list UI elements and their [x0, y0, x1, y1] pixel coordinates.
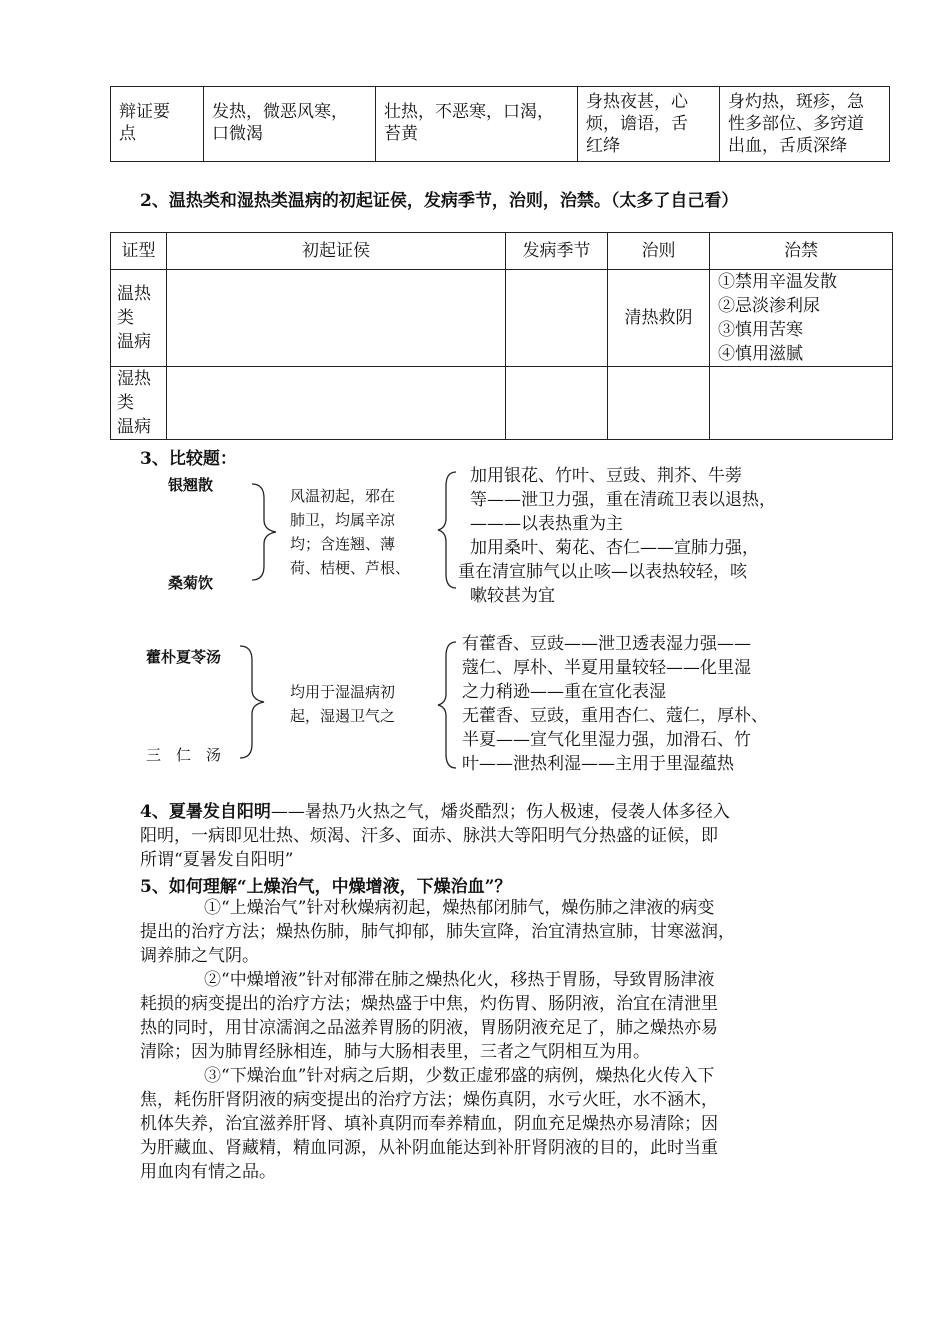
brace-icon	[250, 482, 280, 582]
text-line: 均；含连翘、薄	[290, 535, 396, 553]
formula-name: 桑菊饮	[168, 574, 214, 592]
table-cell: 辩证要 点	[111, 87, 204, 162]
text-line: 所谓“夏暑发自阳明”	[140, 850, 294, 870]
section-3-heading: 3、比较题：	[140, 449, 237, 469]
text-line: ③“下燥治血”针对病之后期，少数正虚邪盛的病例，燥热化火传入下	[204, 1066, 715, 1086]
text-line: 肺卫，均属辛凉	[290, 511, 396, 529]
header-cell: 治则	[608, 233, 710, 270]
prohibitions-cell	[710, 367, 893, 440]
section-4	[140, 800, 810, 872]
table-cell: 发热，微恶风寒， 口微渴	[204, 87, 376, 162]
text-line: ①“上燥治气”针对秋燥病初起，燥热郁闭肺气，燥伤肺之津液的病变	[204, 898, 715, 918]
prohibition-item: ③慎用苦寒	[718, 320, 803, 340]
header-cell: 治禁	[710, 233, 893, 270]
text-line: 用血肉有情之品。	[140, 1162, 276, 1182]
text-line: 重在清宣肺气以止咳—以表热较轻，咳	[458, 562, 747, 582]
text-line: 暑热乃火热之气，燔炎酷烈；伤人极速，侵袭人体多径入	[304, 802, 730, 822]
brace-icon	[438, 640, 458, 770]
common-points	[290, 680, 425, 728]
common-points	[290, 484, 425, 580]
text-line: 机体失养，治宜滋养肝肾、填补真阴而奉养精血，阴血充足燥热亦易清除；因	[140, 1114, 718, 1134]
text-line: 无藿香、豆豉，重用杏仁、蔻仁，厚朴、	[462, 706, 768, 726]
text-line: 等——泄卫力强，重在清疏卫表以退热，	[470, 490, 776, 510]
table-cell: 身灼热，斑疹，急 性多部位、多窍道 出血，舌质深绛	[720, 87, 890, 162]
section-5-heading: 5、如何理解“上燥治气，中燥增液，下燥治血”？	[140, 877, 512, 897]
text-line: 加用桑叶、菊花、杏仁——宣肺力强，	[470, 538, 759, 558]
text-line: 有藿香、豆豉——泄卫透表湿力强——	[462, 634, 751, 654]
principle-cell: 清热救阴	[608, 270, 710, 367]
text-line: 阳明，一病即见壮热、烦渴、汗多、面赤、脉洪大等阳明气分热盛的证候，即	[140, 826, 718, 846]
season-cell	[506, 367, 608, 440]
differences	[462, 632, 822, 776]
section-2-heading: 2、温热类和湿热类温病的初起证侯，发病季节，治则，治禁。（太多了自己看）	[140, 191, 739, 211]
text-line: 焦，耗伤肝肾阴液的病变提出的治疗方法；燥伤真阴，水亏火旺，水不涵木，	[140, 1090, 718, 1110]
prohibition-item: ①禁用辛温发散	[718, 272, 837, 292]
formula-name: 银翘散	[168, 476, 214, 494]
prohibitions-cell	[710, 270, 893, 367]
symptoms-cell	[167, 270, 506, 367]
header-cell: 初起证侯	[167, 233, 506, 270]
warm-disease-table	[110, 232, 893, 440]
text-line: 热的同时，用甘凉濡润之品滋养胃肠的阴液，胃肠阴液充足了，肺之燥热亦易	[140, 1018, 718, 1038]
text-line: 蔻仁、厚朴、半夏用量较轻——化里湿	[462, 658, 751, 678]
text-line: 荷、桔梗、芦根、	[290, 559, 411, 577]
text-line: 提出的治疗方法；燥热伤肺，肺气抑郁，肺失宣降，治宜清热宣肺，甘寒滋润，	[140, 922, 735, 942]
text-line: 半夏——宣气化里湿力强，加滑石、竹	[462, 730, 751, 750]
differences	[458, 464, 818, 608]
section-4-heading: 4、夏暑发自阳明	[140, 802, 271, 822]
text-line: ②“中燥增液”针对郁滞在肺之燥热化火，移热于胃肠，导致胃肠津液	[204, 970, 715, 990]
symptoms-cell	[167, 367, 506, 440]
text-line: 嗽较甚为宜	[470, 586, 555, 606]
prohibition-item: ④慎用滋腻	[718, 344, 803, 364]
type-cell: 湿热 类 温病	[111, 367, 167, 440]
type-cell: 温热 类 温病	[111, 270, 167, 367]
formula-name: 藿朴夏苓汤	[146, 648, 222, 666]
section-5-body	[140, 896, 810, 1184]
text-line: 调养肺之气阴。	[140, 946, 259, 966]
text-line: 加用银花、竹叶、豆豉、荆芥、牛蒡	[470, 466, 742, 486]
table-cell: 身热夜甚，心 烦，谵语，舌 红绛	[578, 87, 720, 162]
text-line: ———以表热重为主	[470, 514, 623, 534]
text-line: 叶——泄热利湿——主用于里湿蕴热	[462, 754, 734, 774]
header-cell: 证型	[111, 233, 167, 270]
text-line: 风温初起，邪在	[290, 487, 396, 505]
brace-icon	[438, 470, 458, 590]
formula-name: 三 仁 汤	[146, 746, 222, 764]
season-cell	[506, 270, 608, 367]
text-line: 为肝藏血、肾藏精，精血同源，从补阴血能达到补肝肾阴液的目的，此时当重	[140, 1138, 718, 1158]
text-line: 耗损的病变提出的治疗方法；燥热盛于中焦，灼伤胃、肠阴液，治宜在清泄里	[140, 994, 718, 1014]
text-line: 起，湿遏卫气之	[290, 707, 396, 725]
text-line: 之力稍逊——重在宣化表湿	[462, 682, 666, 702]
syndrome-table	[110, 86, 890, 162]
principle-cell	[608, 367, 710, 440]
text-line: 均用于湿温病初	[290, 683, 396, 701]
text-line: 清除；因为肺胃经脉相连，肺与大肠相表里，三者之气阴相互为用。	[140, 1042, 650, 1062]
prohibition-item: ②忌淡渗利尿	[718, 296, 820, 316]
brace-icon	[238, 644, 268, 760]
table-cell: 壮热，不恶寒，口渴， 苔黄	[376, 87, 578, 162]
dash: ——	[270, 802, 305, 822]
header-cell: 发病季节	[506, 233, 608, 270]
